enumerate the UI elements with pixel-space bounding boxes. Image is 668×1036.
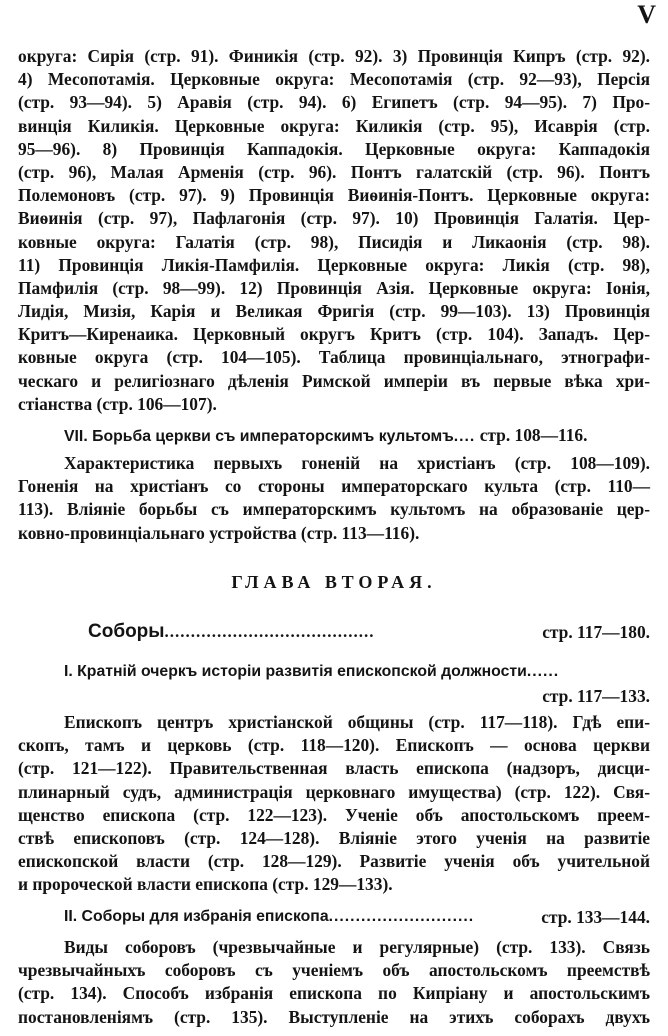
- chapter-title: ГЛАВА ВТОРАЯ.: [231, 572, 437, 592]
- section-heading-vii: [18, 423, 650, 447]
- text-line: Виды соборовъ (чрезвычайные и регулярные) (стр. 133). Связь: [64, 937, 650, 957]
- text-line: Характеристика первыхъ гоненій на христіанъ (стр. 108—109).: [64, 453, 650, 473]
- text-line: Виѳинія (стр. 97), Пафлагонія (стр. 97). 10) Провинція Галатія. Цер-: [18, 208, 650, 229]
- text-line: ствѣ епископовъ (стр. 124—128). Вліяніе этого ученія на развитіе: [18, 827, 650, 848]
- heading-line: [18, 905, 650, 929]
- text-line: Памфилія (стр. 98—99). 12) Провинція Азія. Церковные округа: Іонія,: [18, 277, 650, 298]
- text-line: (стр. 93—94). 5) Аравія (стр. 94). 6) Египетъ (стр. 94—95). 7) Про-: [18, 92, 650, 113]
- leader-dots: ........................................: [164, 622, 375, 641]
- text-line: ковно-провинціальнаго устройства (стр. 113—116).: [18, 522, 420, 543]
- leader-dots: ......: [526, 663, 560, 680]
- page-range: стр. 117—180.: [542, 622, 650, 642]
- page-range: стр. 117—133.: [542, 686, 650, 706]
- text-line: округа: Сирія (стр. 91). Финикія (стр. 92). 3) Провинція Кипръ (стр. 92).: [18, 46, 650, 66]
- text-line: епископской власти (стр. 128—129). Развитіе ученія объ учительной: [18, 851, 650, 872]
- text-line: чрезвычайныхъ соборовъ съ ученіемъ объ апостольскомъ преемствѣ: [18, 960, 650, 981]
- text-line: 11) Провинція Ликія-Памфилія. Церковные округа: Ликія (стр. 98),: [18, 254, 650, 275]
- text-line: скопъ, тамъ и церковь (стр. 118—120). Епископъ — основа церкви: [18, 735, 650, 756]
- leader-dots: ...........................: [328, 908, 475, 925]
- text-line: Лидія, Мизія, Карія и Великая Фригія (стр. 99—103). 13) Провинція: [18, 301, 650, 322]
- chapter-entry-sobory: [18, 618, 650, 646]
- text-line: Епископъ центръ христіанской общины (стр. 117—118). Гдѣ епи-: [64, 712, 650, 732]
- page-number: V: [637, 0, 656, 29]
- leader-dots: ....: [453, 428, 476, 445]
- section-heading-i: [18, 660, 650, 708]
- paragraph-persecution: [18, 452, 650, 545]
- text-line: (стр. 96), Малая Арменія (стр. 96). Понтъ галатскій (стр. 96). Понтъ: [18, 161, 650, 182]
- paragraph-provinces: [18, 45, 650, 416]
- heading-line: [18, 660, 650, 684]
- heading-text: II. Соборы для избранія епископа: [64, 908, 329, 925]
- text-line: (стр. 134). Способъ избранія епископа по Кипріану и апостольскимъ: [18, 983, 650, 1004]
- page-range: стр. 133—144.: [541, 907, 650, 927]
- text-line: ковные округа: Галатія (стр. 98), Писидія и Ликаонія (стр. 98).: [18, 231, 650, 252]
- heading-text: I. Кратній очеркъ исторіи развитія епископской должности: [64, 663, 527, 680]
- text-line: плинарный судъ, администрація церковнаго имущества) (стр. 122). Свя-: [18, 781, 650, 802]
- text-line: винція Киликія. Церковные округа: Киликія (стр. 95), Исаврія (стр.: [18, 115, 650, 136]
- page-range: стр. 108—116.: [479, 425, 588, 445]
- text-line: ковные округа (стр. 104—105). Таблица провинціальнаго, этнографи-: [18, 347, 650, 368]
- chapter-entry-title: Соборы: [88, 621, 165, 642]
- paragraph-councils: [18, 936, 650, 1029]
- text-line: 4) Месопотамія. Церковные округа: Месопотамія (стр. 92—93), Персія: [18, 69, 650, 90]
- text-line: Гоненія на христіанъ со стороны императорскаго культа (стр. 110—: [18, 476, 650, 497]
- paragraph-bishop: [18, 711, 650, 897]
- text-line: (стр. 121—122). Правительственная власть епископа (надзоръ, дисци-: [18, 758, 650, 779]
- text-line: Полемоновъ (стр. 97). 9) Провинція Виѳинія-Понтъ. Церковные округа:: [18, 185, 650, 206]
- text-line: стіанства (стр. 106—107).: [18, 393, 217, 414]
- text-line: щенство епископа (стр. 122—123). Ученіе объ апостольскомъ преем-: [18, 804, 650, 825]
- text-line: и пророческой власти епископа (стр. 129—133).: [18, 874, 393, 895]
- text-line: 113). Вліяніе борьбы съ императорскимъ культомъ на образованіе цер-: [18, 499, 650, 520]
- text-line: Критъ—Киренаика. Церковный округъ Критъ (стр. 104). Западъ. Цер-: [18, 324, 650, 345]
- section-heading-ii: [18, 905, 650, 929]
- text-line: постановленіямъ (стр. 135). Выступленіе на этихъ соборахъ двухъ: [18, 1006, 650, 1027]
- heading-text: VII. Борьба церкви съ императорскимъ культомъ: [64, 428, 454, 445]
- text-line: 95—96). 8) Провинція Каппадокія. Церковные округа: Каппадокія: [18, 138, 650, 159]
- heading-line: [18, 423, 650, 447]
- text-line: ческаго и религіознаго дѣленія Римской имперіи въ первые вѣка хри-: [18, 370, 650, 391]
